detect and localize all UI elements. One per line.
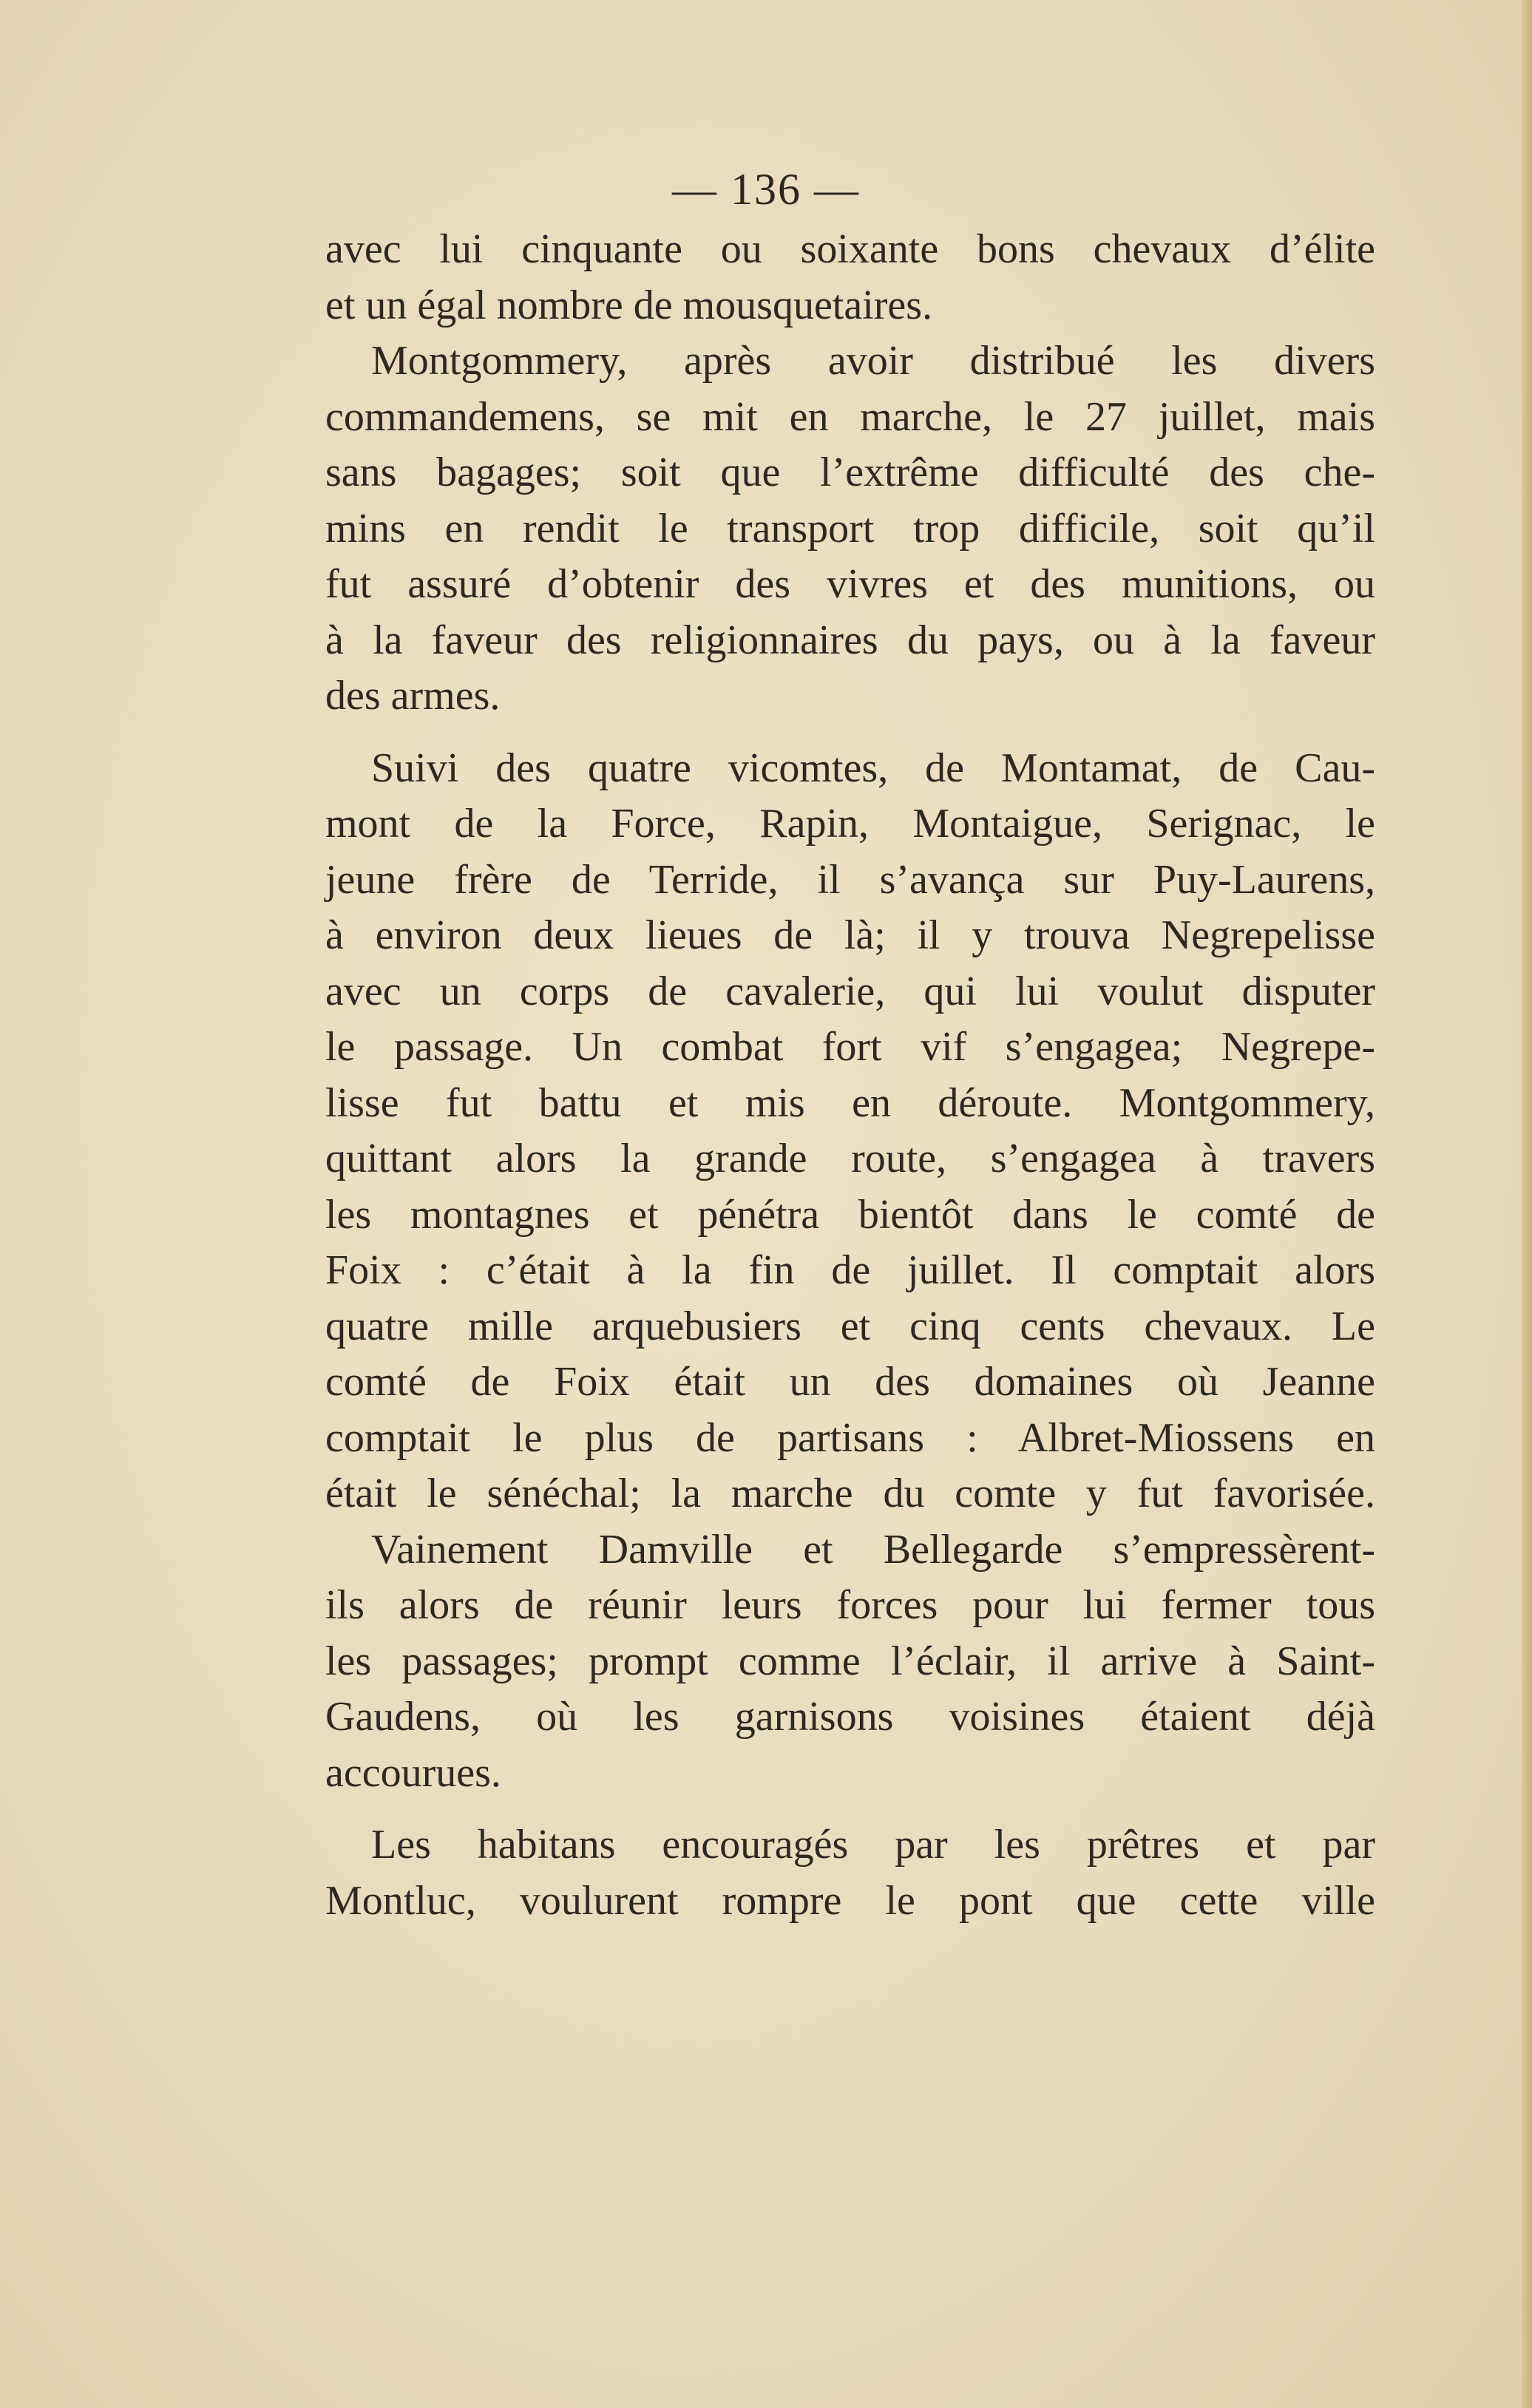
text-line: lisse fut battu et mis en déroute. Montgommery, bbox=[325, 1079, 1375, 1126]
text-line: quatre mille arquebusiers et cinq cents chevaux. Le bbox=[325, 1303, 1375, 1349]
text-line: quittant alors la grande route, s’engagea à travers bbox=[325, 1136, 1375, 1181]
text-line: les passages; prompt comme l’éclair, il arrive à Saint- bbox=[325, 1638, 1375, 1684]
text-line: Montgommery, après avoir distribué les divers bbox=[371, 338, 1375, 384]
text-line: mins en rendit le transport trop difficile, soit qu’il bbox=[325, 505, 1375, 552]
text-line: commandemens, se mit en marche, le 27 juillet, mais bbox=[325, 393, 1375, 440]
text-line: avec lui cinquante ou soixante bons chevaux d’élite bbox=[325, 226, 1375, 272]
text-line: était le sénéchal; la marche du comte y fut favorisée. bbox=[325, 1471, 1375, 1516]
page-edge bbox=[1522, 0, 1532, 2408]
text-line: ils alors de réunir leurs forces pour lui fermer tous bbox=[325, 1582, 1375, 1628]
text-line: à environ deux lieues de là; il y trouva Negrepelisse bbox=[325, 912, 1375, 958]
text-line: à la faveur des religionnaires du pays, ou à la faveur bbox=[325, 617, 1375, 663]
body-text bbox=[325, 222, 1375, 1929]
page-number: — 136 — bbox=[672, 165, 860, 214]
paragraph-gap bbox=[325, 725, 1375, 741]
text-line: accourues. bbox=[325, 1749, 501, 1796]
text-line: Foix : c’était à la fin de juillet. Il comptait alors bbox=[325, 1247, 1375, 1293]
text-line: Suivi des quatre vicomtes, de Montamat, de Cau- bbox=[371, 745, 1375, 791]
paragraph-gap bbox=[325, 1801, 1375, 1817]
text-line: fut assuré d’obtenir des vivres et des munitions, ou bbox=[325, 561, 1375, 607]
text-line: Gaudens, où les garnisons voisines étaient déjà bbox=[325, 1694, 1375, 1740]
text-line: les montagnes et pénétra bientôt dans le comté de bbox=[325, 1191, 1375, 1238]
text-line: et un égal nombre de mousquetaires. bbox=[325, 282, 933, 328]
text-line: Vainement Damville et Bellegarde s’empressèrent- bbox=[371, 1526, 1375, 1573]
text-line: jeune frère de Terride, il s’avança sur Puy-Laurens, bbox=[325, 856, 1375, 903]
text-line: Les habitans encouragés par les prêtres et par bbox=[371, 1822, 1375, 1868]
text-line: comptait le plus de partisans : Albret-Miossens en bbox=[325, 1414, 1375, 1461]
text-line: des armes. bbox=[325, 673, 501, 719]
text-line: comté de Foix était un des domaines où Jeanne bbox=[325, 1359, 1375, 1405]
text-line: Montluc, voulurent rompre le pont que cette ville bbox=[325, 1877, 1375, 1924]
text-line: mont de la Force, Rapin, Montaigue, Serignac, le bbox=[325, 801, 1375, 847]
text-line: le passage. Un combat fort vif s’engagea; Negrepe- bbox=[325, 1024, 1375, 1070]
text-line: avec un corps de cavalerie, qui lui voulut disputer bbox=[325, 968, 1375, 1014]
text-line: sans bagages; soit que l’extrême difficulté des che- bbox=[325, 450, 1375, 495]
